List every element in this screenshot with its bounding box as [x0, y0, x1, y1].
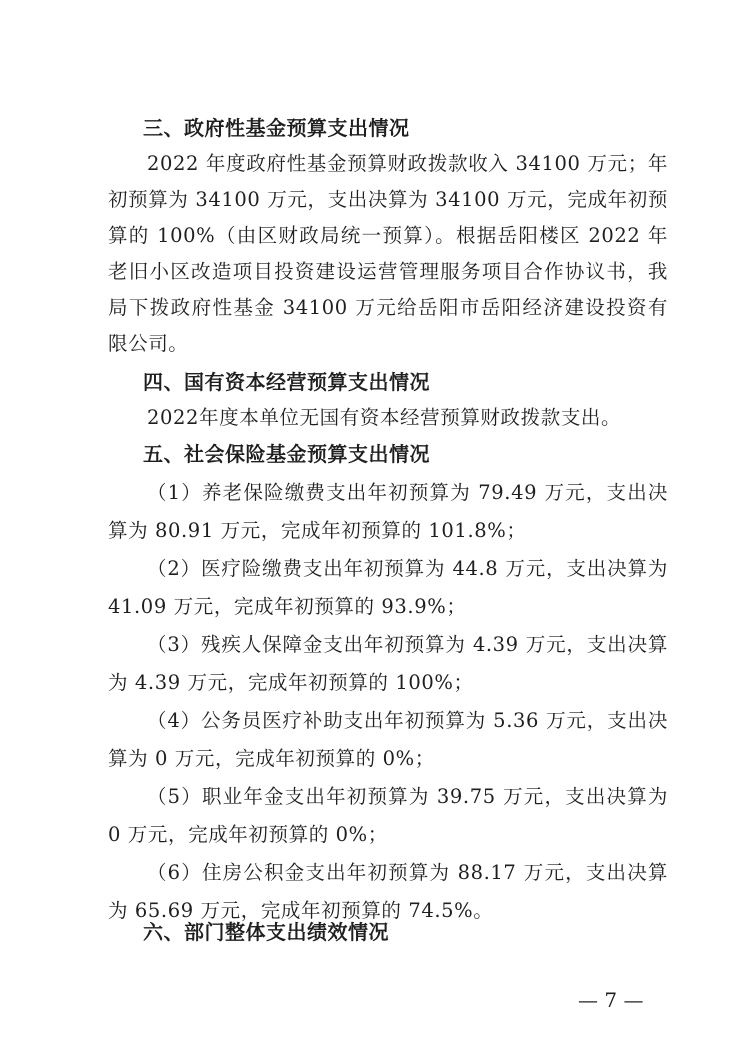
section-3-body: 2022 年度政府性基金预算财政拨款收入 34100 万元；年初预算为 34100 万元，支出决算为 34100 万元，完成年初预算的 100%（由区财政局统一预算）。根据岳阳楼区 2022 年老旧小区改造项目投资建设运营管理服务项目合作协议书，我局下拨政府性基金 34100 万元给岳阳市岳阳经济建设投资有限公司。 — [108, 152, 668, 355]
list-item: （2）医疗险缴费支出年初预算为 44.8 万元，支出决算为 41.09 万元，完成年初预算的 93.9%； — [108, 557, 668, 618]
section-4-heading: 四、国有资本经营预算支出情况 — [143, 370, 430, 394]
section-4-body: 2022年度本单位无国有资本经营预算财政拨款支出。 — [147, 406, 622, 429]
page-number: — 7 — — [578, 988, 644, 1012]
list-item: （6）住房公积金支出年初预算为 88.17 万元，支出决算为 65.69 万元，完成年初预算的 74.5%。 — [108, 861, 668, 922]
list-item: （1）养老保险缴费支出年初预算为 79.49 万元，支出决算为 80.91 万元，完成年初预算的 101.8%； — [108, 481, 668, 542]
section-6 — [108, 918, 668, 946]
section-3 — [108, 114, 668, 142]
section-4-body-block — [108, 400, 668, 436]
section-4 — [108, 368, 668, 396]
section-3-heading: 三、政府性基金预算支出情况 — [143, 116, 410, 140]
section-6-heading: 六、部门整体支出绩效情况 — [143, 920, 389, 944]
list-item: （4）公务员医疗补助支出年初预算为 5.36 万元，支出决算为 0 万元，完成年初预算的 0%； — [108, 709, 668, 770]
list-item: （5）职业年金支出年初预算为 39.75 万元，支出决算为 0 万元，完成年初预算的 0%； — [108, 785, 668, 846]
section-5-items — [108, 474, 668, 930]
section-5 — [108, 440, 668, 468]
section-3-body-block — [108, 146, 668, 362]
list-item: （3）残疾人保障金支出年初预算为 4.39 万元，支出决算为 4.39 万元，完成年初预算的 100%； — [108, 633, 668, 694]
section-5-heading: 五、社会保险基金预算支出情况 — [143, 442, 430, 466]
